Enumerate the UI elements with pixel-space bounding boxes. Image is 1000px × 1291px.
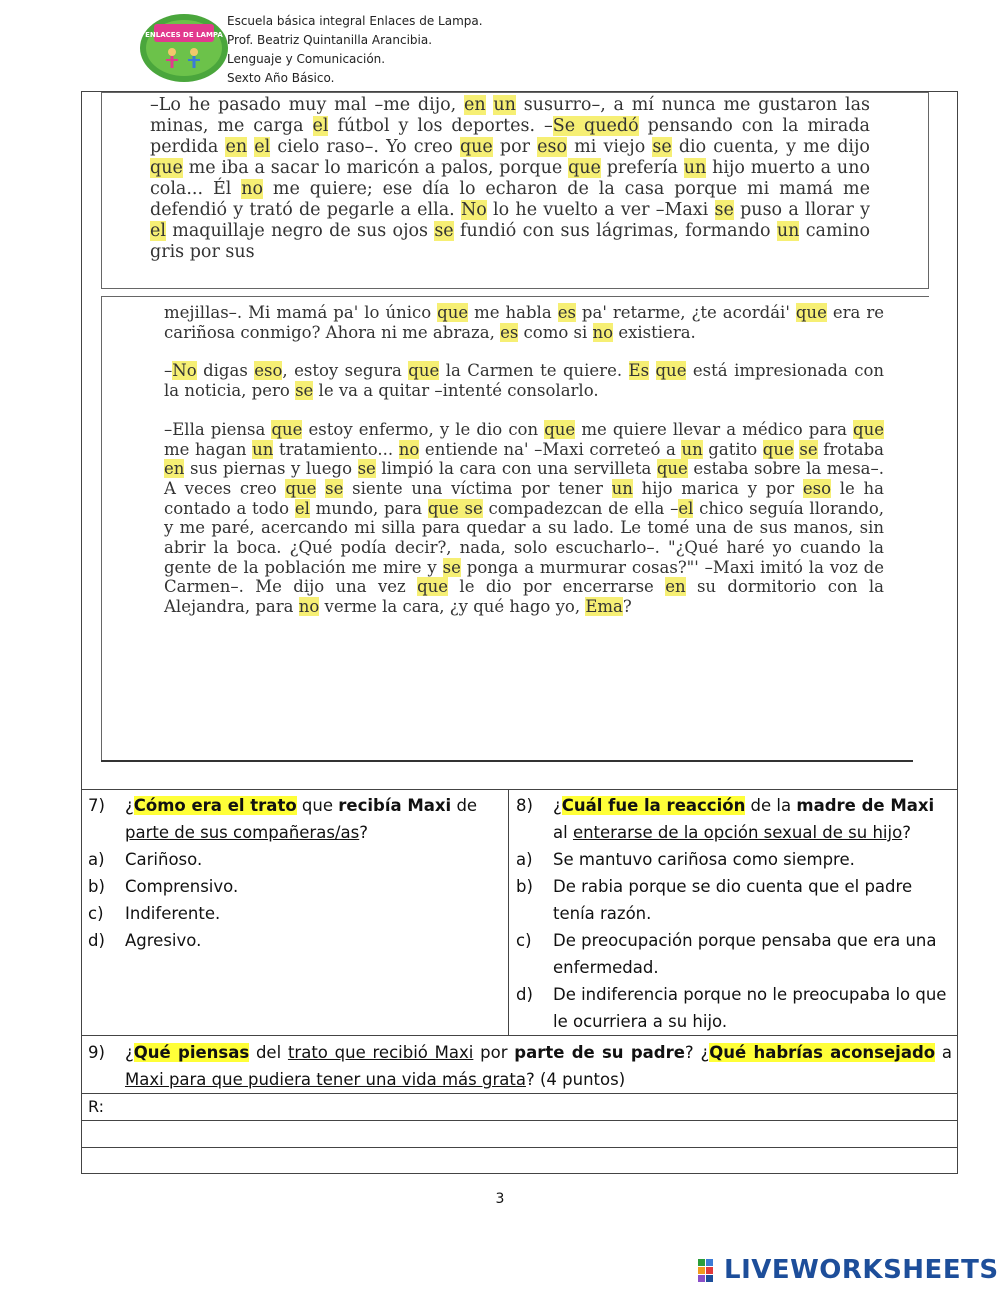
option-text: De indiferencia porque no le preocupaba lo que le ocurriera a su hijo.: [553, 985, 947, 1031]
text-run: entiende na' –Maxi correteó a: [419, 439, 682, 459]
highlighted-word: no: [592, 322, 614, 342]
text-run: ¿: [125, 796, 134, 815]
highlighted-word: que: [656, 459, 688, 479]
highlighted-word: se: [325, 478, 344, 498]
highlighted-word: se: [714, 200, 734, 220]
underlined-phrase: enterarse de la opción sexual de su hijo: [572, 823, 903, 842]
highlighted-word: que: [853, 419, 884, 439]
option-text: Comprensivo.: [125, 877, 239, 896]
highlighted-word: se: [799, 439, 818, 459]
text-run: ponga a murmurar cosas?"' –Maxi imitó la voz de Carmen–. Me dijo una vez: [164, 557, 884, 597]
highlighted-word: es: [557, 303, 576, 322]
text-run: , estoy segura: [282, 361, 409, 381]
highlighted-word: en: [225, 137, 248, 157]
highlighted-word: un: [681, 439, 703, 459]
question-number: 7): [88, 796, 105, 815]
highlighted-word: un: [252, 439, 274, 459]
highlighted-word: Es: [628, 361, 650, 381]
answer-option[interactable]: [88, 927, 502, 954]
passage-part-1: [101, 92, 929, 289]
text-run: ?: [622, 597, 632, 617]
text-run: compadezcan de ella –: [482, 498, 679, 518]
answer-option[interactable]: [88, 900, 502, 927]
highlighted-word: el: [294, 498, 310, 518]
text-run: me hagan: [164, 439, 253, 459]
highlighted-word: no: [298, 597, 320, 617]
text-run: gatito: [702, 439, 763, 459]
text-run: pa' retarme, ¿te acordái': [575, 303, 796, 322]
option-letter: a): [88, 850, 105, 869]
highlighted-word: Ema: [585, 597, 623, 617]
school-name: Escuela básica integral Enlaces de Lampa.: [227, 14, 483, 28]
question-8: [516, 792, 952, 1035]
svg-text:ENLACES DE LAMPA: ENLACES DE LAMPA: [145, 31, 223, 39]
question-text: [553, 792, 952, 846]
highlighted-word: el: [312, 116, 329, 136]
passage-divider: [101, 760, 913, 762]
page-number: 3: [495, 1191, 505, 1207]
text-run: mi viejo: [567, 137, 653, 157]
text-run: [316, 479, 325, 498]
text-run: ¿: [125, 1043, 134, 1062]
text-run: prefería: [600, 158, 684, 178]
option-letter: d): [88, 931, 105, 950]
text-run: mejillas–. Mi mamá pa' lo único: [164, 303, 438, 322]
text-run: existiera.: [613, 322, 696, 342]
option-letter: b): [88, 877, 105, 896]
highlighted-keyword: Cuál fue la reacción: [561, 796, 746, 815]
highlighted-word: se: [442, 557, 461, 577]
brand-text: LIVEWORKSHEETS: [724, 1255, 999, 1285]
underlined-phrase: Maxi para que pudiera tener una vida más grata: [125, 1070, 526, 1089]
highlighted-keyword: Cómo era el trato: [133, 796, 297, 815]
text-run: me iba a sacar lo maricón a palos, porque: [182, 158, 569, 178]
text-run: dio cuenta, y me dijo: [671, 137, 870, 157]
option-text: De rabia porque se dio cuenta que el padre tenía razón.: [553, 877, 913, 923]
answer-label: R:: [88, 1097, 105, 1116]
option-letter: c): [88, 904, 104, 923]
text-run: cielo raso–. Yo creo: [270, 137, 460, 157]
text-run: lo he vuelto a ver –Maxi: [486, 200, 715, 220]
question-number: 8): [516, 796, 533, 815]
highlighted-word: que: [568, 158, 601, 178]
highlighted-keyword: Qué piensas: [133, 1043, 250, 1062]
text-run: me quiere; ese día lo echaron de la casa porque mi mamá me defendió y trató de pegarle a ella.: [150, 179, 870, 220]
text-run: chico seguía llorando, y me paré, acercando mi silla para quedar a su lado. Le tomé una de sus manos, sin abrir la boca. ¿Qué podía decir?, nada, solo escucharlo–. "¿Qué haré yo cuando la gente de la población me mire y: [164, 498, 885, 577]
question-7: [88, 792, 502, 954]
text-run: maquillaje negro de sus ojos: [165, 221, 435, 241]
text-run: hijo muerto a uno cola... Él: [150, 158, 871, 199]
option-text: De preocupación porque pensaba que era una enfermedad.: [553, 931, 937, 977]
text-run: limpió la cara con una servilleta: [375, 459, 657, 479]
text-run: camino gris por sus: [150, 221, 870, 262]
text-run: de: [451, 796, 478, 815]
text-run: era re cariñosa conmigo? Ahora ni me abraza,: [164, 303, 884, 342]
answer-option[interactable]: [516, 846, 952, 873]
text-run: su dormitorio con la Alejandra, para: [164, 577, 884, 617]
text-run: ?: [902, 823, 911, 842]
highlighted-word: el: [150, 221, 166, 241]
bold-keyword: parte de su padre: [514, 1043, 685, 1062]
highlighted-word: en: [164, 459, 185, 479]
highlighted-word: se: [295, 381, 314, 401]
table-column-divider: [508, 789, 509, 1035]
highlighted-word: No: [172, 361, 197, 381]
highlighted-word: un: [611, 478, 633, 498]
brand-logo-icon: [698, 1257, 724, 1283]
text-run: mundo, para: [309, 498, 428, 518]
text-run: tratamiento...: [273, 439, 399, 459]
highlighted-word: que: [271, 419, 303, 439]
teacher-name: Prof. Beatriz Quintanilla Arancibia.: [227, 33, 433, 47]
text-run: –Ella piensa: [164, 419, 272, 439]
grade: Sexto Año Básico.: [227, 71, 335, 85]
highlighted-word: el: [254, 137, 271, 157]
highlighted-word: en: [665, 577, 686, 597]
highlighted-word: que: [285, 478, 317, 498]
text-run: le ha contado a todo: [164, 478, 885, 518]
highlighted-word: que: [655, 361, 687, 381]
school-header: [227, 12, 483, 88]
question-text: [125, 792, 502, 846]
highlighted-word: se: [652, 137, 672, 157]
text-run: susurro–, a mí nunca me gustaron las minas, me carga: [150, 95, 870, 136]
text-run: me habla: [468, 303, 558, 322]
text-run: está impresionada con la noticia, pero: [164, 361, 885, 401]
highlighted-word: el: [678, 498, 694, 518]
text-run: estaba sobre la mesa–. A veces creo: [164, 459, 884, 498]
passage-paragraph: [164, 303, 884, 342]
text-run: –Lo he pasado muy mal –me dijo,: [150, 95, 464, 115]
text-run: puso a llorar y: [733, 200, 870, 220]
highlighted-word: que: [437, 303, 469, 322]
highlighted-word: que: [795, 303, 827, 322]
highlighted-word: no: [398, 439, 420, 459]
option-text: Cariñoso.: [125, 850, 203, 869]
text-run: al: [553, 823, 573, 842]
highlighted-word: Se quedó: [552, 116, 639, 136]
highlighted-keyword: Qué habrías aconsejado: [709, 1043, 936, 1062]
text-run: sus piernas y luego: [184, 459, 358, 479]
text-run: por: [473, 1043, 515, 1062]
table-rule: [81, 789, 958, 790]
text-run: fundió con sus lágrimas, formando: [453, 221, 777, 241]
question-text: [125, 1039, 952, 1093]
option-letter: d): [516, 985, 533, 1004]
highlighted-word: eso: [254, 361, 283, 381]
passage-paragraph: [164, 361, 884, 400]
highlighted-word: se: [357, 459, 376, 479]
text-run: a: [935, 1043, 953, 1062]
question-number: 9): [88, 1043, 105, 1062]
highlighted-word: que: [459, 137, 493, 157]
highlighted-word: que: [150, 158, 183, 178]
highlighted-word: un: [493, 95, 516, 115]
highlighted-word: un: [683, 158, 707, 178]
text-run: ? ¿: [684, 1043, 710, 1062]
liveworksheets-brand: [698, 1255, 999, 1285]
option-text: Agresivo.: [125, 931, 202, 950]
options-list: [516, 846, 952, 1035]
answer-option[interactable]: [88, 846, 502, 873]
text-run: le dio por encerrarse: [448, 577, 666, 597]
subject: Lenguaje y Comunicación.: [227, 52, 386, 66]
answer-option[interactable]: [516, 981, 952, 1035]
text-run: del: [249, 1043, 288, 1062]
text-run: pensando con la mirada perdida: [150, 116, 870, 157]
highlighted-word: eso: [537, 137, 568, 157]
option-letter: c): [516, 931, 532, 950]
highlighted-word: no: [241, 179, 264, 199]
text-run: de la: [745, 796, 797, 815]
passage-paragraph: [164, 420, 884, 617]
table-rule: [81, 1035, 958, 1036]
option-text: Indiferente.: [125, 904, 221, 923]
text-run: estoy enfermo, y le dio con: [302, 419, 545, 439]
highlighted-word: se: [434, 221, 454, 241]
answer-option[interactable]: [516, 873, 952, 927]
bold-keyword: madre de Maxi: [796, 796, 935, 815]
school-logo: [138, 12, 230, 84]
answer-option[interactable]: [516, 927, 952, 981]
bold-keyword: recibía Maxi: [338, 796, 452, 815]
highlighted-word: que se: [427, 498, 483, 518]
text-run: ¿: [553, 796, 562, 815]
highlighted-word: eso: [802, 478, 832, 498]
answer-option[interactable]: [88, 873, 502, 900]
text-run: ? (4 puntos): [525, 1070, 626, 1089]
highlighted-word: un: [776, 221, 800, 241]
highlighted-word: que: [417, 577, 449, 597]
text-run: que: [296, 796, 339, 815]
options-list: [88, 846, 502, 954]
text-run: me quiere llevar a médico para: [575, 419, 854, 439]
text-run: hijo marica y por: [632, 478, 803, 498]
table-rule: [81, 1093, 958, 1094]
answer-field[interactable]: [110, 1096, 950, 1172]
question-9: [88, 1039, 952, 1093]
highlighted-word: que: [408, 361, 440, 381]
text-run: [649, 361, 655, 380]
text-run: ?: [359, 823, 368, 842]
text-run: siente una víctima por tener: [343, 478, 612, 498]
highlighted-word: que: [762, 439, 794, 459]
passage-part-2: [101, 296, 929, 760]
highlighted-word: es: [500, 322, 519, 342]
highlighted-word: No: [460, 200, 487, 220]
text-run: fútbol y los deportes. –: [328, 116, 553, 136]
text-run: digas: [196, 361, 255, 381]
text-run: frotaba: [817, 439, 885, 459]
option-letter: a): [516, 850, 533, 869]
text-run: como si: [518, 322, 593, 342]
text-run: por: [492, 137, 538, 157]
highlighted-word: en: [463, 95, 486, 115]
underlined-phrase: trato que recibió Maxi: [287, 1043, 474, 1062]
option-letter: b): [516, 877, 533, 896]
text-run: –: [164, 361, 173, 381]
text-run: le va a quitar –intenté consolarlo.: [313, 381, 599, 401]
text-run: la Carmen te quiere.: [439, 361, 629, 381]
text-run: verme la cara, ¿y qué hago yo,: [319, 597, 586, 617]
highlighted-word: que: [544, 419, 576, 439]
option-text: Se mantuvo cariñosa como siempre.: [553, 850, 855, 869]
underlined-phrase: parte de sus compañeras/as: [125, 823, 360, 842]
